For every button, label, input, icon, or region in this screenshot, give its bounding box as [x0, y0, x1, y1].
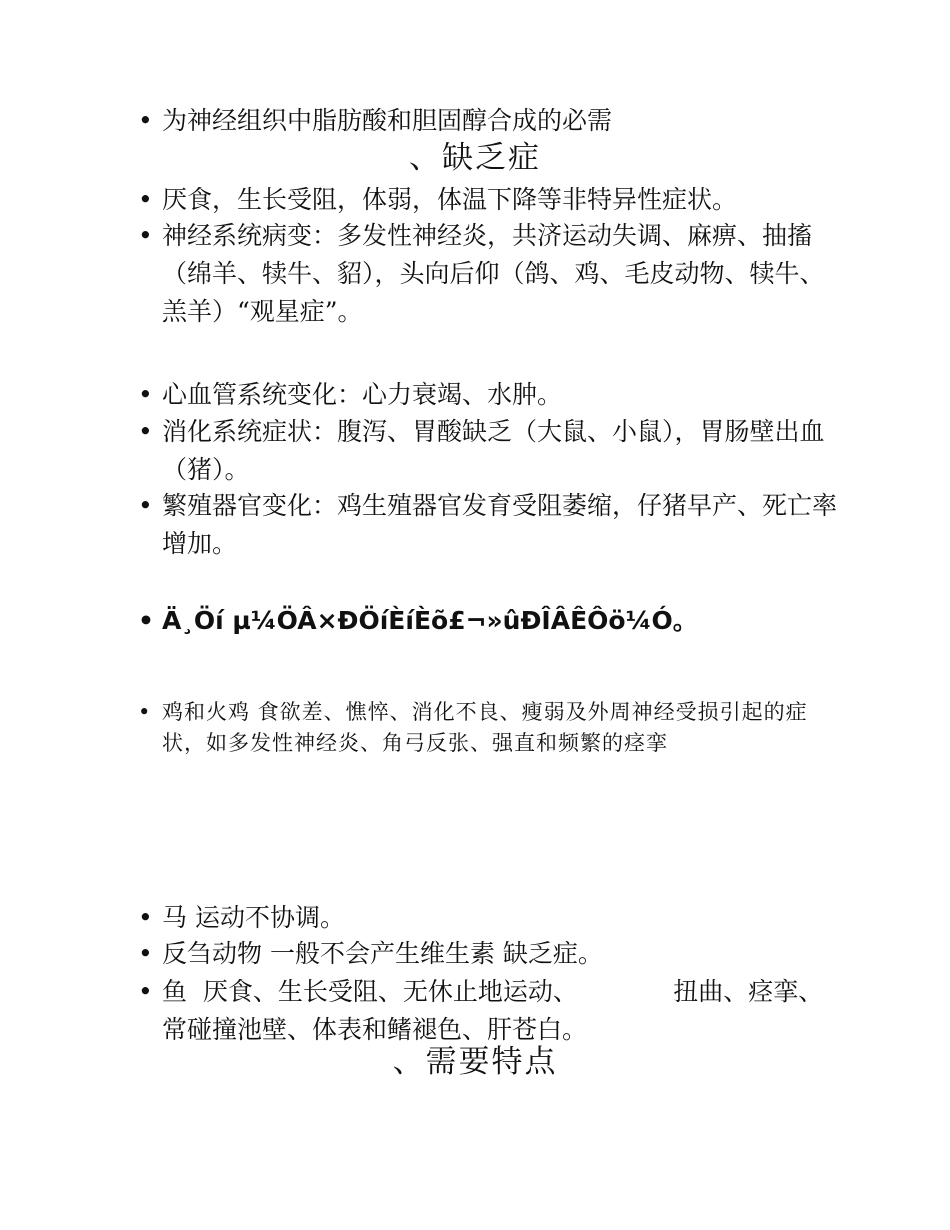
bullet: • — [138, 106, 153, 135]
item-text: 马 运动不协调。 — [162, 903, 345, 932]
item-digestive — [138, 413, 838, 489]
item-text: 厌食，生长受阻，体弱，体温下降等非特异性症状。 — [162, 185, 738, 214]
item-reproductive — [138, 487, 838, 563]
item-nervous-system — [138, 217, 838, 331]
item-chicken-turkey — [138, 697, 838, 759]
item-text: 鸡和火鸡 食欲差、憔悴、消化不良、瘦弱及外周神经受损引起的症状，如多发性神经炎、角弓反张、强直和频繁的痉挛 — [162, 700, 808, 755]
item-text: 神经系统病变：多发性神经炎，共济运动失调、麻痹、抽搐（绵羊、犊牛、貂），头向后仰（鸽、鸡、毛皮动物、犊牛、羔羊）“观星症”。 — [162, 221, 825, 326]
bullet: • — [138, 700, 152, 724]
item-cardiovascular — [138, 376, 838, 414]
bullet: • — [138, 417, 153, 446]
item-text: 繁殖器官变化：鸡生殖器官发育受阻萎缩，仔猪早产、死亡率增加。 — [162, 491, 838, 558]
bullet: • — [138, 939, 153, 968]
item-text: 心血管系统变化：心力衰竭、水肿。 — [162, 380, 563, 409]
bullet: • — [138, 903, 153, 932]
item-garbled-text — [138, 602, 838, 640]
item-text: 反刍动物 一般不会产生维生素 缺乏症。 — [162, 939, 603, 968]
heading-requirement: 、需要特点 — [392, 1044, 558, 1080]
item-text: Ä¸Öí µ¼ÖÂ×ÐÖíÈíÈõ£¬»ûÐÎÂÊÔö¼Ó。 — [162, 606, 698, 635]
item-anorexia — [138, 181, 838, 219]
item-fatty-acid — [138, 102, 838, 140]
bullet: • — [138, 185, 153, 214]
heading-deficiency: 、缺乏症 — [409, 140, 541, 176]
bullet: • — [138, 221, 153, 250]
bullet: • — [138, 606, 154, 635]
item-text: 为神经组织中脂肪酸和胆固醇合成的必需 — [162, 106, 613, 135]
item-fish — [138, 973, 838, 1049]
item-text: 消化系统症状：腹泻、胃酸缺乏（大鼠、小鼠），胃肠壁出血（猪）。 — [162, 417, 825, 484]
item-text: 鱼 厌食、生长受阻、无休止地运动、 扭曲、痉挛、常碰撞池壁、体表和鳍褪色、肝苍白。 — [162, 977, 824, 1044]
bullet: • — [138, 491, 153, 520]
item-horse — [138, 899, 838, 937]
bullet: • — [138, 380, 153, 409]
bullet: • — [138, 977, 153, 1006]
item-ruminant — [138, 935, 838, 973]
